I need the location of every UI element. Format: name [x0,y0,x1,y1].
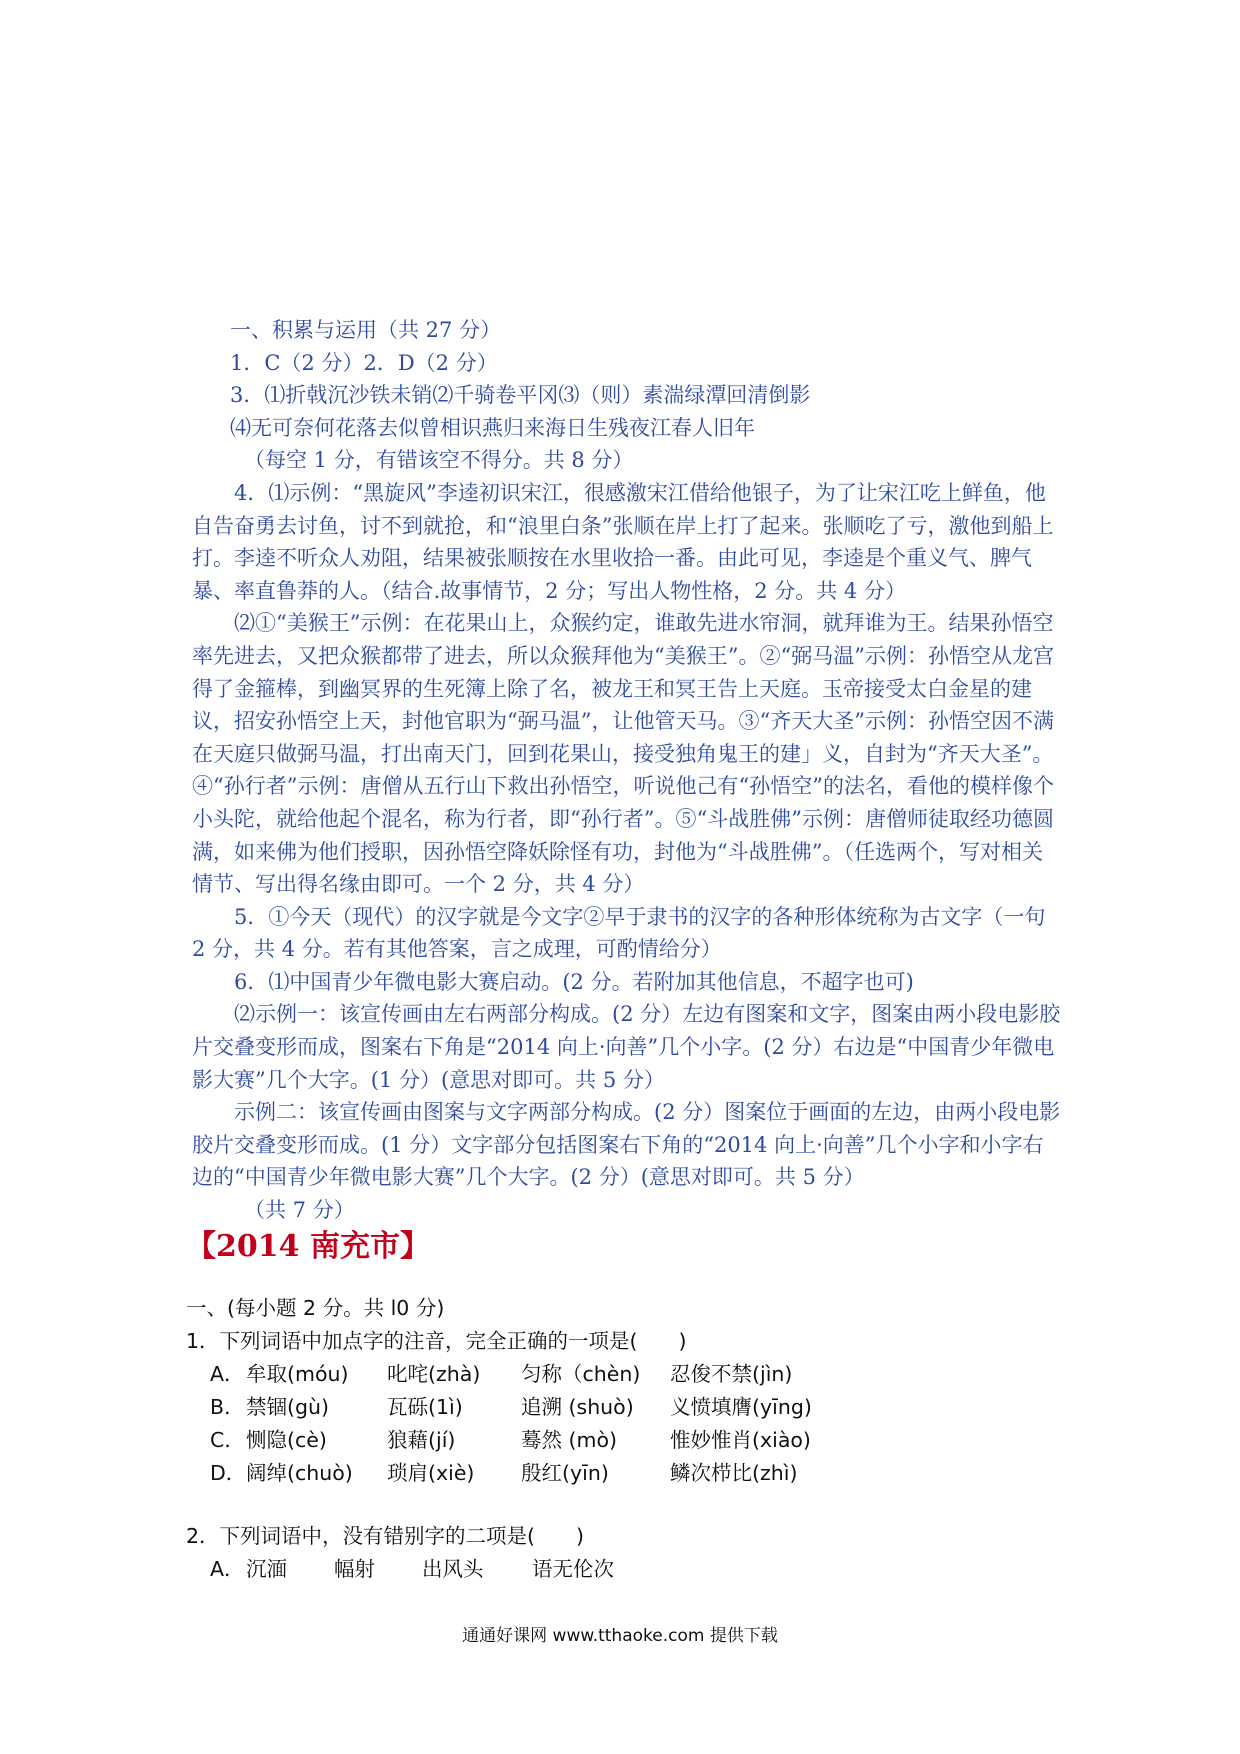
question-1-option-d [186,1457,1066,1490]
option-word: 瓦砾(1ì) [387,1395,463,1419]
answer-q3-line2: ⑷无可奈何花落去似曾相识燕归来海日生残夜江春人旧年 [230,415,755,440]
option-word: 叱咤(zhà) [387,1362,481,1386]
answer-q6-part1: 6．⑴中国青少年微电影大赛启动。(2 分。若附加其他信息，不超字也可) [234,969,914,994]
page-footer: 通通好课网 www.tthaoke.com 提供下载 [462,1626,778,1646]
option-word: 忍俊不禁(jìn) [670,1362,793,1386]
option-word: 狼藉(jí) [387,1428,456,1452]
option-word: 牟取(móu) [246,1362,349,1386]
option-word: 幅射 [334,1557,375,1581]
option-word: 阔绰(chuò) [246,1461,353,1485]
question-1-option-b [186,1391,1066,1424]
option-letter: B． [210,1395,245,1419]
answer-q5: 5．①今天（现代）的汉字就是今文字②早于隶书的汉字的各种形体统称为古文字（一句 2 分，共 4 分。若有其他答案，言之成理，可酌情给分） [192,904,1046,962]
option-word: 蓦然 (mò) [521,1428,618,1452]
answer-q3-line1: 3．⑴折戟沉沙铁未销⑵千骑卷平冈⑶（则）素湍绿潭回清倒影 [230,383,811,408]
question-2-stem: 2．下列词语中，没有错别字的二项是( ) [186,1524,585,1548]
questions-section [186,1292,1066,1586]
option-letter: C． [210,1428,245,1452]
section-title: 一、积累与运用（共 27 分） [230,318,502,342]
option-word: 出风头 [422,1557,484,1581]
option-word: 惟妙惟肖(xiào) [670,1428,811,1452]
answer-q6-part2: ⑵示例一：该宣传画由左右两部分构成。(2 分）左边有图案和文字，图案由两小段电影胶片交叠变形而成，图案右下角是“2014 向上·向善”几个小字。(2 分）右边是“中国青少年微电影大赛”几个大字。(1 分）(意思对即可。共 5 分） [192,1002,1061,1092]
spacer [186,1490,1066,1520]
option-word: 义愤填膺(yīng) [670,1395,812,1419]
option-word: 沉湎 [246,1557,287,1581]
option-letter: D． [210,1461,247,1485]
option-word: 语无伦次 [532,1557,614,1581]
answer-key-section [192,314,1062,1227]
option-word: 琐肩(xiè) [387,1461,475,1485]
answer-q1-q2: 1．C（2 分）2．D（2 分） [230,350,498,375]
option-letter: A． [210,1362,245,1386]
answer-q6-part3: 示例二：该宣传画由图案与文字两部分构成。(2 分）图案位于画面的左边，由两小段电影胶片交叠变形而成。(1 分）文字部分包括图案右下角的“2014 向上·向善”几个小字和小字右边的“中国青少年微电影大赛”几个大字。(2 分）(意思对即可。共 5 分） [192,1100,1061,1190]
option-word: 鳞次栉比(zhì) [670,1461,798,1485]
option-word: 恻隐(cè) [246,1428,327,1452]
answer-q3-score: （每空 1 分，有错该空不得分。共 8 分） [244,448,634,473]
option-word: 追溯 (shuò) [521,1395,634,1419]
option-word: 禁锢(gù) [246,1395,330,1419]
option-letter: A． [210,1557,245,1581]
answer-q6-total: （共 7 分） [244,1198,355,1223]
question-1-option-c [186,1424,1066,1457]
option-word: 匀称（chèn) [521,1362,641,1386]
answer-q4-part2: ⑵①“美猴王”示例：在花果山上，众猴约定，谁敢先进水帘洞，就拜谁为王。结果孙悟空率先进去，又把众猴都带了进去，所以众猴拜他为“美猴王”。②“弼马温”示例：孙悟空从龙宫得了金箍棒，到幽冥界的生死簿上除了名，被龙王和冥王告上天庭。玉帝接受太白金星的建议，招安孙悟空上天，封他官职为“弼马温”，让他管天马。③“齐天大圣”示例：孙悟空因不满在天庭只做弼马温，打出南天门，回到花果山，接受独角鬼王的建」义，自封为“齐天大圣”。④“孙行者”示例：唐僧从五行山下救出孙悟空，听说他己有“孙悟空”的法名，看他的模样像个小头陀，就给他起个混名，称为行者，即“孙行者”。⑤“斗战胜佛”示例：唐僧师徒取经功德圆满，如来佛为他们授职，因孙悟空降妖除怪有功，封他为“斗战胜佛”。（任选两个，写对相关情节、写出得名缘由即可。一个 2 分，共 4 分） [192,611,1054,897]
question-2-option-a [186,1553,1066,1586]
answer-q4-part1: 4．⑴示例：“黑旋风”李逵初识宋江，很感激宋江借给他银子，为了让宋江吃上鲜鱼，他自告奋勇去讨鱼，讨不到就抢，和“浪里白条”张顺在岸上打了起来。张顺吃了亏，激他到船上打。李逵不听众人劝阻，结果被张顺按在水里收拾一番。由此可见，李逵是个重义气、脾气暴、率直鲁莽的人。（结合.故事情节，2 分；写出人物性格，2 分。共 4 分） [192,480,1054,603]
region-heading: 【2014 南充市】 [186,1229,430,1264]
question-1-stem: 1．下列词语中加点字的注音，完全正确的一项是( ) [186,1329,687,1353]
questions-section-title: 一、(每小题 2 分。共 l0 分) [186,1296,445,1320]
option-word: 殷红(yīn) [521,1461,609,1485]
question-1-option-a [186,1358,1066,1391]
